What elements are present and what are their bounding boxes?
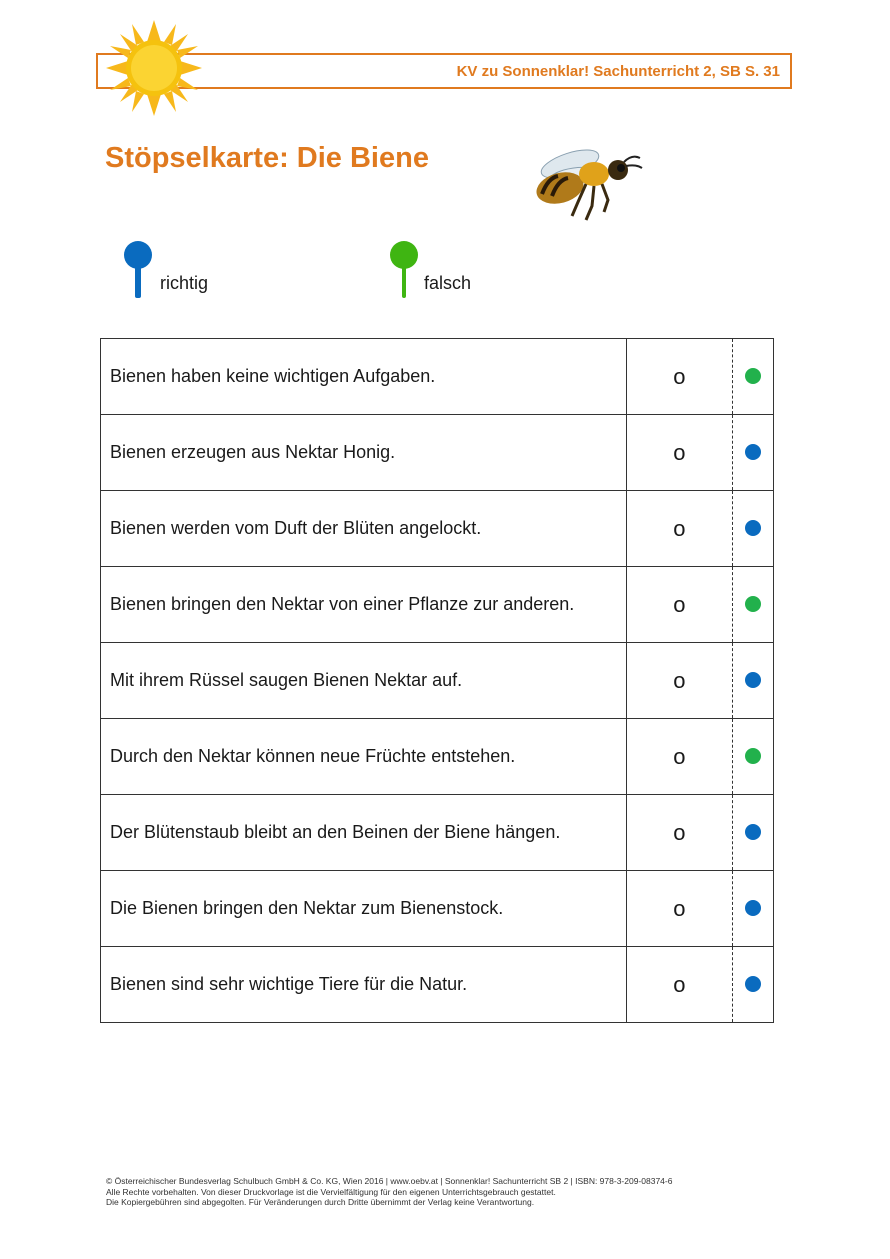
solution-dot-cell <box>732 415 773 491</box>
green-dot-icon <box>745 596 761 612</box>
statement-text: Der Blütenstaub bleibt an den Beinen der Biene hängen. <box>101 795 627 871</box>
footer-disclaimer: Die Kopiergebühren sind abgegolten. Für Veränderungen durch Dritte übernimmt der Verlag keine Verantwortung. <box>106 1197 535 1207</box>
blue-pin-icon <box>122 240 154 300</box>
blue-dot-icon <box>745 976 761 992</box>
solution-dot-cell <box>732 719 773 795</box>
footer-copyright: © Österreichischer Bundesverlag Schulbuch GmbH & Co. KG, Wien 2016 | www.oebv.at | Sonnenklar! Sachunterricht SB 2 | ISBN: 978-3-209-08374-6 <box>106 1176 673 1186</box>
answer-circle[interactable]: o <box>626 491 732 567</box>
page-title: Stöpselkarte: Die Biene <box>105 142 429 174</box>
sun-icon <box>106 20 202 116</box>
table-row <box>101 415 774 491</box>
green-pin-icon <box>388 240 420 300</box>
table-row <box>101 795 774 871</box>
statement-text: Bienen werden vom Duft der Blüten angelockt. <box>101 491 627 567</box>
blue-dot-icon <box>745 672 761 688</box>
blue-dot-icon <box>745 444 761 460</box>
solution-dot-cell <box>732 947 773 1023</box>
solution-dot-cell <box>732 339 773 415</box>
solution-dot-cell <box>732 795 773 871</box>
statement-text: Die Bienen bringen den Nektar zum Bienenstock. <box>101 871 627 947</box>
solution-dot-cell <box>732 567 773 643</box>
statement-text: Bienen erzeugen aus Nektar Honig. <box>101 415 627 491</box>
table-row <box>101 339 774 415</box>
table-row <box>101 947 774 1023</box>
statement-text: Bienen bringen den Nektar von einer Pflanze zur anderen. <box>101 567 627 643</box>
statement-text: Bienen haben keine wichtigen Aufgaben. <box>101 339 627 415</box>
table-row <box>101 643 774 719</box>
blue-dot-icon <box>745 900 761 916</box>
blue-dot-icon <box>745 824 761 840</box>
statement-text: Mit ihrem Rüssel saugen Bienen Nektar auf. <box>101 643 627 719</box>
answer-circle[interactable]: o <box>626 339 732 415</box>
green-dot-icon <box>745 748 761 764</box>
answer-circle[interactable]: o <box>626 947 732 1023</box>
table-row <box>101 871 774 947</box>
footer-rights: Alle Rechte vorbehalten. Von dieser Druckvorlage ist die Vervielfältigung für den eigenen Unterrichtsgebrauch gestattet. <box>106 1186 556 1197</box>
blue-dot-icon <box>745 520 761 536</box>
legend-label-richtig: richtig <box>160 273 209 293</box>
bee-icon <box>528 136 648 228</box>
answer-circle[interactable]: o <box>626 643 732 719</box>
table-row <box>101 567 774 643</box>
green-dot-icon <box>745 368 761 384</box>
header-reference: KV zu Sonnenklar! Sachunterricht 2, SB S. 31 <box>456 63 780 80</box>
statement-text: Bienen sind sehr wichtige Tiere für die Natur. <box>101 947 627 1023</box>
answer-circle[interactable]: o <box>626 795 732 871</box>
answer-circle[interactable]: o <box>626 719 732 795</box>
statement-table <box>100 338 774 1023</box>
solution-dot-cell <box>732 643 773 719</box>
footer <box>106 1176 672 1208</box>
solution-dot-cell <box>732 491 773 567</box>
legend-label-falsch: falsch <box>424 273 472 293</box>
table-row <box>101 491 774 567</box>
answer-circle[interactable]: o <box>626 415 732 491</box>
statement-text: Durch den Nektar können neue Früchte entstehen. <box>101 719 627 795</box>
answer-circle[interactable]: o <box>626 567 732 643</box>
table-row <box>101 719 774 795</box>
answer-circle[interactable]: o <box>626 871 732 947</box>
solution-dot-cell <box>732 871 773 947</box>
